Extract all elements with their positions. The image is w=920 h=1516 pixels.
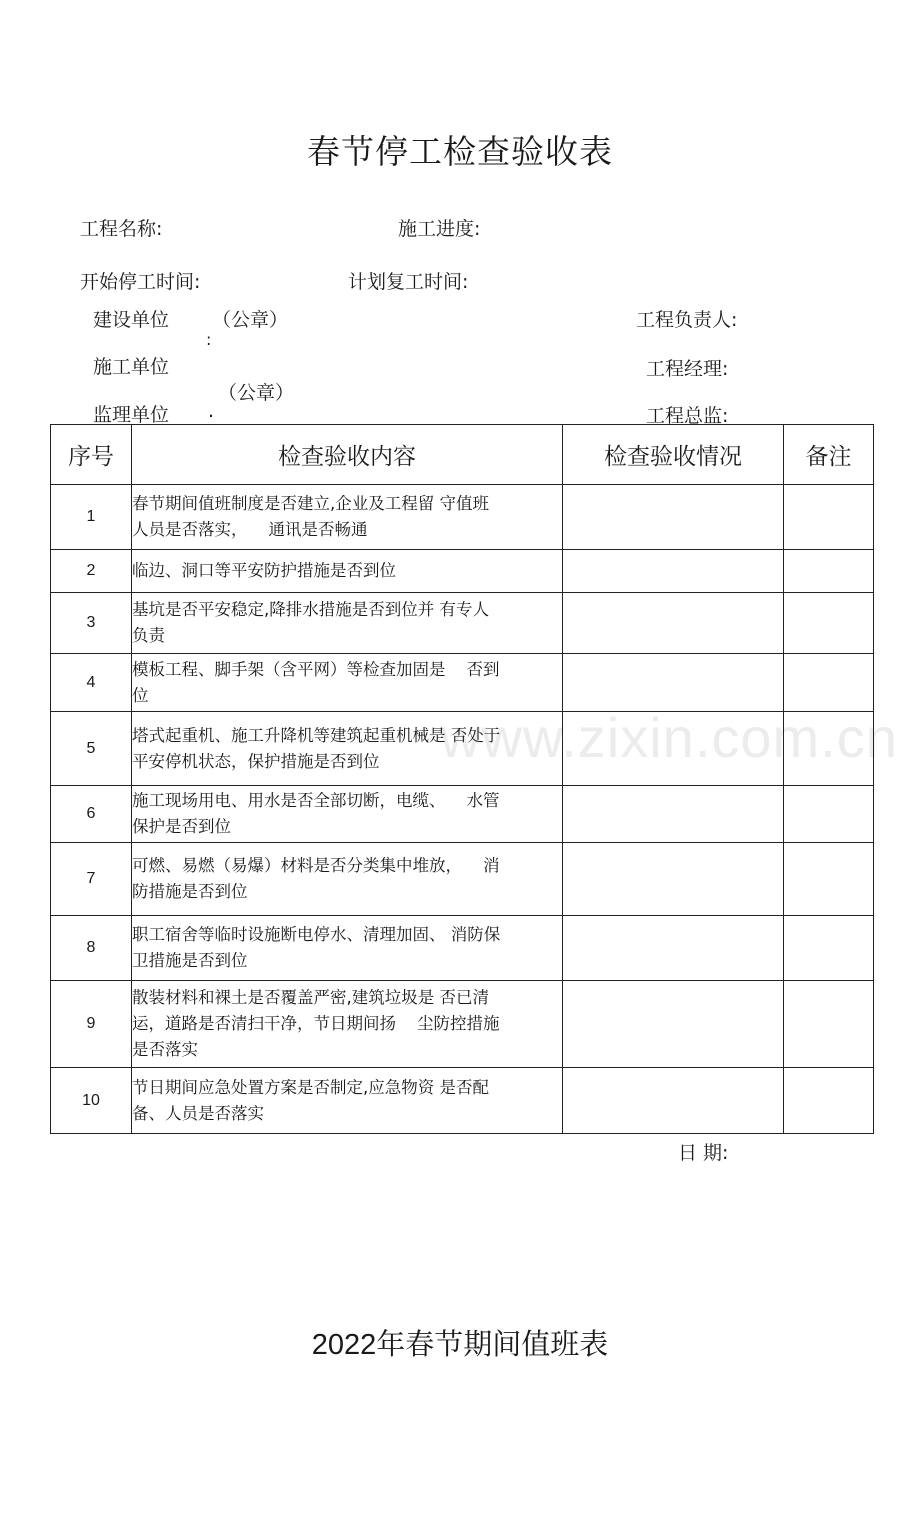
row-inspection-result-cell[interactable] [563,1068,784,1134]
row-remarks-cell[interactable] [784,712,874,786]
row-remarks-cell[interactable] [784,593,874,654]
content-line: 卫措施是否到位 [132,951,248,970]
row-inspection-result-cell[interactable] [563,593,784,654]
content-line: 备、人员是否落实 [132,1103,264,1123]
row-number: 10 [51,1068,132,1134]
content-line: 保护是否到位 [132,817,231,836]
row-inspection-result-cell[interactable] [563,916,784,981]
row-inspection-result-cell[interactable] [563,654,784,712]
content-line: 基坑是否平安稳定,降排水措施是否到位并 有专人 [132,600,489,619]
row-number: 8 [51,916,132,981]
duty-table-title [0,1322,920,1363]
table-row [51,712,874,786]
colon-mark-1: : [206,330,212,349]
row-inspection-result-cell[interactable] [563,843,784,916]
row-inspection-content [132,550,563,593]
row-number: 4 [51,654,132,712]
resume-time-label: 计划复工时间: [348,271,469,293]
table-header-row [51,425,874,485]
project-manager-label: 工程经理: [646,358,729,380]
table-row [51,843,874,916]
table-row [51,593,874,654]
row-inspection-content [132,786,563,843]
supervise-unit-label: 监理单位 [93,404,170,426]
table-row [51,786,874,843]
inspection-table [50,424,874,1134]
content-line: 人员是否落实， 通讯是否畅通 [132,520,368,539]
row-inspection-content [132,654,563,712]
row-number: 5 [51,712,132,786]
content-line: 平安停机状态，保护措施是否到位 [132,751,380,771]
content-line: 模板工程、脚手架（含平网）等检查加固是 否到 [132,659,500,679]
row-remarks-cell[interactable] [784,981,874,1068]
row-inspection-content [132,1068,563,1134]
content-line: 散装材料和裸土是否覆盖严密,建筑垃圾是 否已清 [132,988,489,1007]
project-name-label: 工程名称: [80,218,163,240]
row-remarks-cell[interactable] [784,654,874,712]
row-remarks-cell[interactable] [784,550,874,593]
row-inspection-content [132,712,563,786]
row-inspection-result-cell[interactable] [563,550,784,593]
content-line: 防措施是否到位 [132,882,248,901]
row-remarks-cell[interactable] [784,485,874,550]
construct-unit-label: 施工单位 [93,356,170,378]
table-row [51,981,874,1068]
content-line: 施工现场用电、用水是否全部切断，电缆、 水管 [132,791,500,810]
row-number: 6 [51,786,132,843]
header-inspection-content: 检查验收内容 [132,425,563,485]
row-inspection-content [132,485,563,550]
table-row [51,550,874,593]
seal-label-1: （公章） [212,309,289,331]
header-serial-number: 序号 [51,425,132,485]
content-line: 运，道路是否清扫干净，节日期间扬 尘防控措施 [132,1014,500,1033]
header-inspection-result: 检查验收情况 [563,425,784,485]
page-title: 春节停工检查验收表 [307,132,613,171]
content-line: 负责 [132,626,165,645]
table-row [51,485,874,550]
row-inspection-result-cell[interactable] [563,786,784,843]
table-row [51,916,874,981]
content-line: 是否落实 [132,1040,198,1059]
stop-time-label: 开始停工时间: [80,271,201,293]
content-line: 可燃、易燃（易爆）材料是否分类集中堆放， 消 [132,856,500,875]
content-line: 位 [132,685,149,705]
row-number: 1 [51,485,132,550]
row-remarks-cell[interactable] [784,786,874,843]
row-inspection-result-cell[interactable] [563,981,784,1068]
date-label: 日 期: [678,1142,729,1164]
row-remarks-cell[interactable] [784,916,874,981]
row-inspection-content [132,593,563,654]
row-inspection-content [132,981,563,1068]
content-line: 节日期间应急处置方案是否制定,应急物资 是否配 [132,1077,489,1097]
row-number: 3 [51,593,132,654]
seal-label-2: （公章） [218,382,295,404]
row-remarks-cell[interactable] [784,1068,874,1134]
table-row [51,1068,874,1134]
duty-table-title-text: 年春节期间值班表 [376,1327,609,1361]
chief-supervisor-label: 工程总监: [646,405,729,427]
row-inspection-result-cell[interactable] [563,485,784,550]
header-remarks: 备注 [784,425,874,485]
duty-table-year: 2022 [311,1329,377,1361]
content-line: 春节期间值班制度是否建立,企业及工程留 守值班 [132,494,489,513]
content-line: 临边、洞口等平安防护措施是否到位 [132,561,396,580]
row-number: 2 [51,550,132,593]
row-remarks-cell[interactable] [784,843,874,916]
table-row [51,654,874,712]
row-inspection-result-cell[interactable] [563,712,784,786]
colon-mark-2: . [208,400,215,422]
progress-label: 施工进度: [398,218,481,240]
row-inspection-content [132,916,563,981]
watermark: www.zixin.com.cn [440,706,898,769]
row-inspection-content [132,843,563,916]
build-unit-label: 建设单位 [93,309,170,331]
row-number: 7 [51,843,132,916]
content-line: 塔式起重机、施工升降机等建筑起重机械是 否处于 [132,725,501,745]
content-line: 职工宿舍等临时设施断电停水、清理加固、 消防保 [132,925,501,944]
project-leader-label: 工程负责人: [636,309,738,331]
row-number: 9 [51,981,132,1068]
